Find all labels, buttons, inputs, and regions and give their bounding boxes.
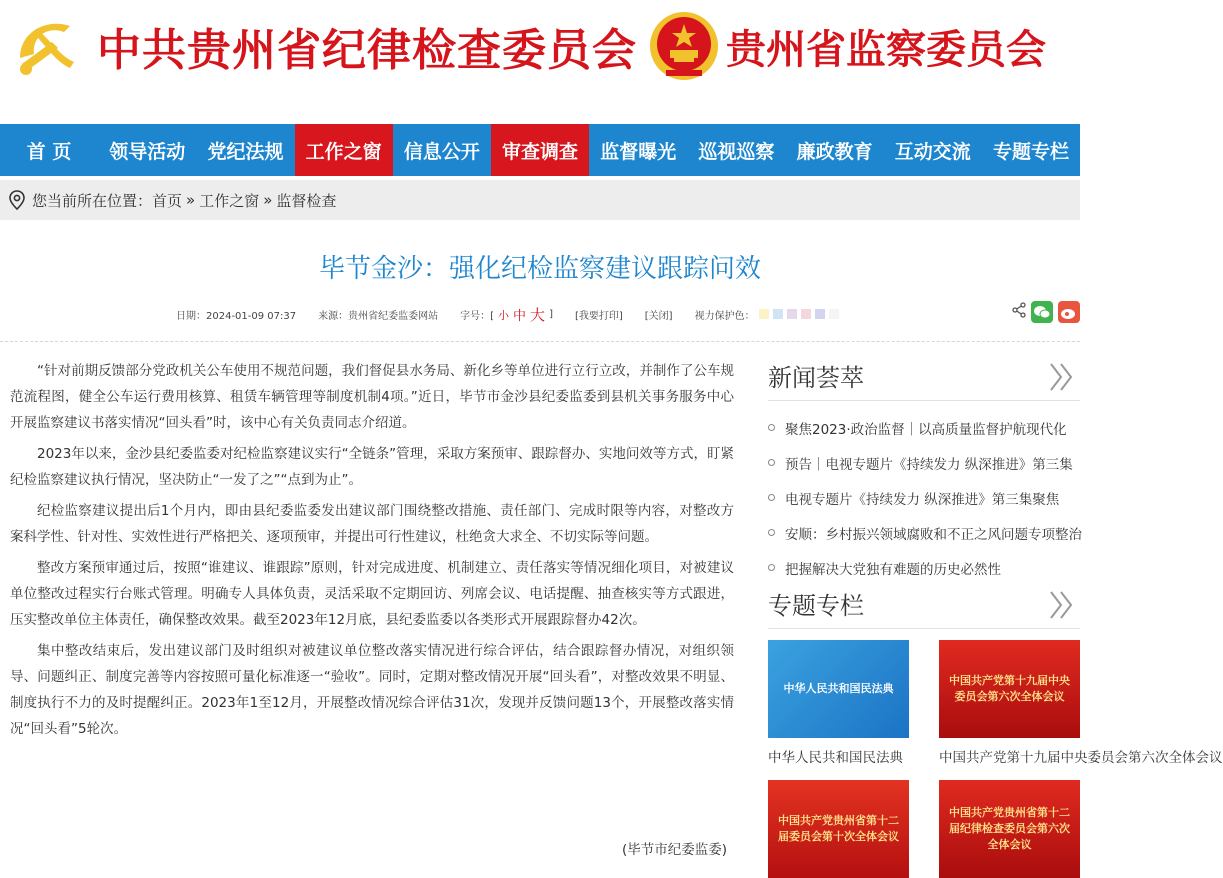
news-section-divider (768, 400, 1080, 401)
news-item[interactable] (768, 480, 1080, 515)
news-item[interactable] (768, 550, 1080, 585)
nav-item[interactable]: 首 页 (26, 140, 72, 163)
location-pin-icon (8, 190, 26, 210)
article-source-meta: 来源：贵州省纪委监委网站 (318, 311, 439, 322)
eye-protect-swatch[interactable] (829, 309, 839, 319)
site-title-supervision: 贵州省监察委员会 (726, 26, 1046, 73)
font-size-small-button[interactable]: 小 (498, 308, 510, 322)
article-source: (毕节市纪委监委) (622, 842, 728, 858)
bullet-icon (768, 494, 775, 501)
nav-item[interactable]: 党纪法规 (207, 140, 284, 163)
font-size-large-button[interactable]: 大 (530, 306, 546, 324)
nav-item[interactable]: 领导活动 (109, 140, 186, 163)
news-item-label[interactable]: 把握解决大党独有难题的历史必然性 (785, 561, 1001, 578)
site-header (0, 0, 1080, 124)
news-item-label[interactable]: 预告｜电视专题片《持续发力 纵深推进》第三集 (785, 456, 1073, 473)
national-emblem-icon (648, 10, 720, 82)
share-icon[interactable] (1011, 302, 1027, 318)
topics-section-divider (768, 628, 1080, 629)
news-list (768, 410, 1080, 585)
news-more-chevron-icon[interactable] (1048, 360, 1076, 394)
article-paragraph: 2023年以来，金沙县纪委监委对纪检监察建议实行“全链条”管理，采取方案预审、跟踪督办、实地问效等方式，盯紧纪检监察建议执行情况，坚决防止“一发了之”“点到为止”。 (10, 446, 734, 488)
title-divider (0, 341, 1080, 343)
topic-caption[interactable]: 中华人民共和国民法典 (768, 750, 903, 766)
breadcrumb-home-link[interactable]: 首页 (152, 191, 183, 210)
news-item-label[interactable]: 安顺：乡村振兴领域腐败和不正之风问题专项整治 (785, 526, 1082, 543)
bullet-icon (768, 459, 775, 466)
font-size-label: 字号：[ (460, 311, 495, 322)
article-paragraph: 纪检监察建议提出后1个月内，即由县纪委监委发出建议部门围绕整改措施、责任部门、完成时限等内容，对整改方案科学性、针对性、实效性进行严格把关、逐项预审，并提出可行性建议，杜绝贪大求全、不切实际等问题。 (10, 503, 734, 545)
eye-protect-swatches (759, 309, 843, 320)
topic-card-sixth-plenary[interactable] (939, 640, 1223, 766)
breadcrumb-separator: » (186, 191, 196, 209)
news-section-title: 新闻荟萃 (768, 364, 864, 392)
eye-protect-swatch[interactable] (815, 309, 825, 319)
news-item[interactable] (768, 515, 1080, 550)
party-emblem-icon (12, 12, 84, 80)
news-item-label[interactable]: 电视专题片《持续发力 纵深推进》第三集聚焦 (785, 491, 1060, 508)
breadcrumb (0, 180, 1080, 220)
topic-caption[interactable]: 中国共产党第十九届中央委员会第六次全体会议 (939, 750, 1223, 766)
breadcrumb-supervision-link[interactable]: 监督检查 (276, 191, 337, 210)
bullet-icon (768, 424, 775, 431)
bullet-icon (768, 529, 775, 536)
weibo-share-icon[interactable] (1058, 301, 1080, 323)
font-size-medium-button[interactable]: 中 (513, 309, 527, 324)
article-paragraph: 集中整改结束后，发出建议部门及时组织对被建议单位整改落实情况进行综合评估，结合跟踪督办情况，对组织领导、问题纠正、制度完善等内容按照可量化标准逐一“验收”。同时，定期对整改情况开展“回头看”，对整改效果不明显、制度执行不力的及时提醒纠正。2023年1至12月，开展整改情况综合评估31次，发现并反馈问题13个，开展整改落实情况“回头看”5轮次。 (10, 643, 734, 737)
print-button[interactable]: [我要打印] (574, 311, 623, 322)
eye-protect-swatch[interactable] (801, 309, 811, 319)
article-paragraph: 整改方案预审通过后，按照“谁建议、谁跟踪”原则，针对完成进度、机制建立、责任落实等情况细化项目，对被建议单位整改过程实行台账式管理。明确专人具体负责，灵活采取不定期回访、列席会议、电话提醒、抽查核实等方式跟进，压实整改单位主体责任，确保整改效果。截至2023年12月底，县纪委监委以各类形式开展跟踪督办42次。 (10, 560, 734, 628)
article-title: 毕节金沙：强化纪检监察建议跟踪问效 (318, 254, 761, 284)
article-date: 日期：2024-01-09 07:37 (176, 311, 297, 322)
eye-protect-swatch[interactable] (787, 309, 797, 319)
nav-item[interactable]: 监督曝光 (600, 140, 677, 163)
main-nav (0, 124, 1080, 176)
nav-item[interactable]: 审查调查 (491, 124, 589, 176)
topic-card-guizhou-discipline-plenary[interactable] (939, 780, 1080, 878)
bullet-icon (768, 564, 775, 571)
eye-protect-label: 视力保护色： (694, 311, 755, 322)
nav-item[interactable]: 工作之窗 (295, 124, 393, 176)
topic-image[interactable]: 中华人民共和国民法典 (768, 640, 909, 738)
news-item-label[interactable]: 聚焦2023·政治监督｜以高质量监督护航现代化 (785, 421, 1067, 438)
nav-item[interactable]: 专题专栏 (992, 140, 1069, 163)
nav-item[interactable]: 廉政教育 (796, 140, 873, 163)
breadcrumb-separator: » (263, 191, 273, 209)
nav-item[interactable]: 巡视巡察 (698, 140, 775, 163)
font-size-close: ] (549, 309, 553, 320)
topic-image[interactable]: 中国共产党第十九届中央委员会第六次全体会议 (939, 640, 1080, 738)
eye-protect-swatch[interactable] (759, 309, 769, 319)
news-item[interactable] (768, 445, 1080, 480)
nav-item[interactable]: 信息公开 (403, 140, 480, 163)
topics-section-title: 专题专栏 (768, 592, 864, 620)
wechat-share-icon[interactable] (1031, 301, 1053, 323)
topic-card-civil-code[interactable] (768, 640, 909, 766)
eye-protect-swatch[interactable] (773, 309, 783, 319)
nav-item[interactable]: 互动交流 (894, 140, 971, 163)
breadcrumb-prefix: 您当前所在位置： (32, 191, 153, 210)
article-body (10, 358, 734, 747)
close-button[interactable]: [关闭] (644, 311, 673, 322)
news-item[interactable] (768, 410, 1080, 445)
topics-more-chevron-icon[interactable] (1048, 588, 1076, 622)
topic-card-guizhou-plenary[interactable] (768, 780, 909, 878)
topic-image[interactable]: 中国共产党贵州省第十二届委员会第十次全体会议 (768, 780, 909, 878)
article-meta (176, 304, 847, 325)
topic-image[interactable]: 中国共产党贵州省第十二届纪律检查委员会第六次全体会议 (939, 780, 1080, 878)
site-title-party-discipline: 中共贵州省纪律检查委员会 (97, 25, 637, 76)
article-paragraph: “针对前期反馈部分党政机关公车使用不规范问题，我们督促县水务局、新化乡等单位进行立行立改，并制作了公车规范流程图，健全公车运行费用核算、租赁车辆管理等制度机制4项。”近日，毕节市金沙县纪委监委到县机关事务服务中心开展监察建议书落实情况“回头看”时，该中心有关负责同志介绍道。 (10, 363, 734, 431)
breadcrumb-work-window-link[interactable]: 工作之窗 (199, 191, 260, 210)
